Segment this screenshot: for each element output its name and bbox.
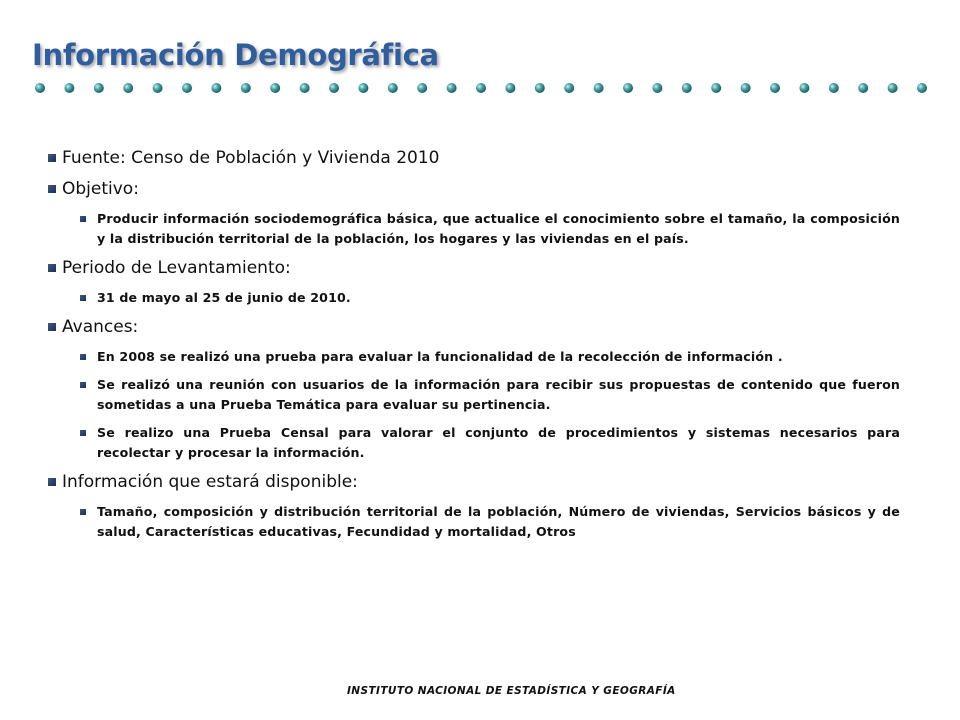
decorative-dot	[241, 83, 251, 93]
decorative-dot	[270, 83, 280, 93]
decorative-dot	[358, 83, 368, 93]
bullet-item-source	[48, 147, 900, 169]
decorative-dot	[535, 83, 545, 93]
square-bullet-icon	[80, 430, 86, 436]
sub-bullet-item	[78, 347, 900, 367]
decorative-dot	[417, 83, 427, 93]
content-body	[48, 147, 900, 550]
decorative-dot	[123, 83, 133, 93]
square-bullet-icon	[80, 509, 86, 515]
sub-item-text: Se realizo una Prueba Censal para valorar el conjunto de procedimientos y sistemas necesarios para recolectar y procesar la información.	[97, 425, 900, 460]
decorative-dot	[94, 83, 104, 93]
square-bullet-icon	[80, 216, 86, 222]
sub-item-text: Se realizó una reunión con usuarios de la información para recibir sus propuestas de contenido que fueron sometidas a una Prueba Temática para evaluar su pertinencia.	[97, 377, 900, 412]
square-bullet-icon	[80, 295, 86, 301]
decorative-dot	[182, 83, 192, 93]
item-label: Objetivo:	[62, 179, 139, 199]
item-label: Avances:	[62, 317, 139, 337]
decorative-dot	[858, 83, 868, 93]
square-bullet-icon	[48, 185, 56, 193]
bullet-item-objective	[48, 178, 900, 200]
sub-bullet-item	[78, 288, 900, 308]
square-bullet-icon	[48, 478, 56, 486]
bullet-item-period	[48, 257, 900, 279]
decorative-dot	[300, 83, 310, 93]
decorative-dot	[476, 83, 486, 93]
sub-bullet-item	[78, 423, 900, 463]
decorative-dot	[153, 83, 163, 93]
decorative-dot	[35, 83, 45, 93]
item-label: Fuente: Censo de Población y Vivienda 2010	[62, 148, 440, 168]
bullet-item-available-info	[48, 471, 900, 493]
decorative-dot	[888, 83, 898, 93]
decorative-dot	[711, 83, 721, 93]
square-bullet-icon	[80, 382, 86, 388]
decorative-dot	[741, 83, 751, 93]
sub-item-text: Producir información sociodemográfica básica, que actualice el conocimiento sobre el tamaño, la composición y la distribución territorial de la población, los hogares y las viviendas en el país.	[97, 211, 900, 246]
sub-bullet-item	[78, 375, 900, 415]
decorative-dot	[917, 83, 927, 93]
decorative-dot	[623, 83, 633, 93]
sub-bullet-item	[78, 209, 900, 249]
square-bullet-icon	[48, 154, 56, 162]
decorative-dot	[564, 83, 574, 93]
decorative-dot-row	[30, 78, 935, 98]
decorative-dot	[505, 83, 515, 93]
item-label: Periodo de Levantamiento:	[62, 258, 291, 278]
square-bullet-icon	[48, 264, 56, 272]
decorative-dot	[770, 83, 780, 93]
footer-institution: INSTITUTO NACIONAL DE ESTADÍSTICA Y GEOGRAFÍA	[347, 685, 676, 697]
decorative-dot	[652, 83, 662, 93]
decorative-dot	[329, 83, 339, 93]
item-label: Información que estará disponible:	[62, 472, 358, 492]
bullet-item-progress	[48, 316, 900, 338]
sub-bullet-item	[78, 502, 900, 542]
decorative-dot	[211, 83, 221, 93]
decorative-dot	[64, 83, 74, 93]
decorative-dot	[799, 83, 809, 93]
decorative-dot	[447, 83, 457, 93]
sub-item-text: Tamaño, composición y distribución territorial de la población, Número de viviendas, Servicios básicos y de salud, Características educativas, Fecundidad y mortalidad, Otros	[97, 504, 900, 539]
decorative-dot	[594, 83, 604, 93]
decorative-dot	[388, 83, 398, 93]
sub-item-text: En 2008 se realizó una prueba para evaluar la funcionalidad de la recolección de información .	[97, 349, 783, 364]
square-bullet-icon	[80, 354, 86, 360]
page-title: Información Demográfica	[32, 38, 439, 72]
sub-item-text: 31 de mayo al 25 de junio de 2010.	[97, 290, 351, 305]
decorative-dot	[682, 83, 692, 93]
decorative-dot	[829, 83, 839, 93]
square-bullet-icon	[48, 323, 56, 331]
